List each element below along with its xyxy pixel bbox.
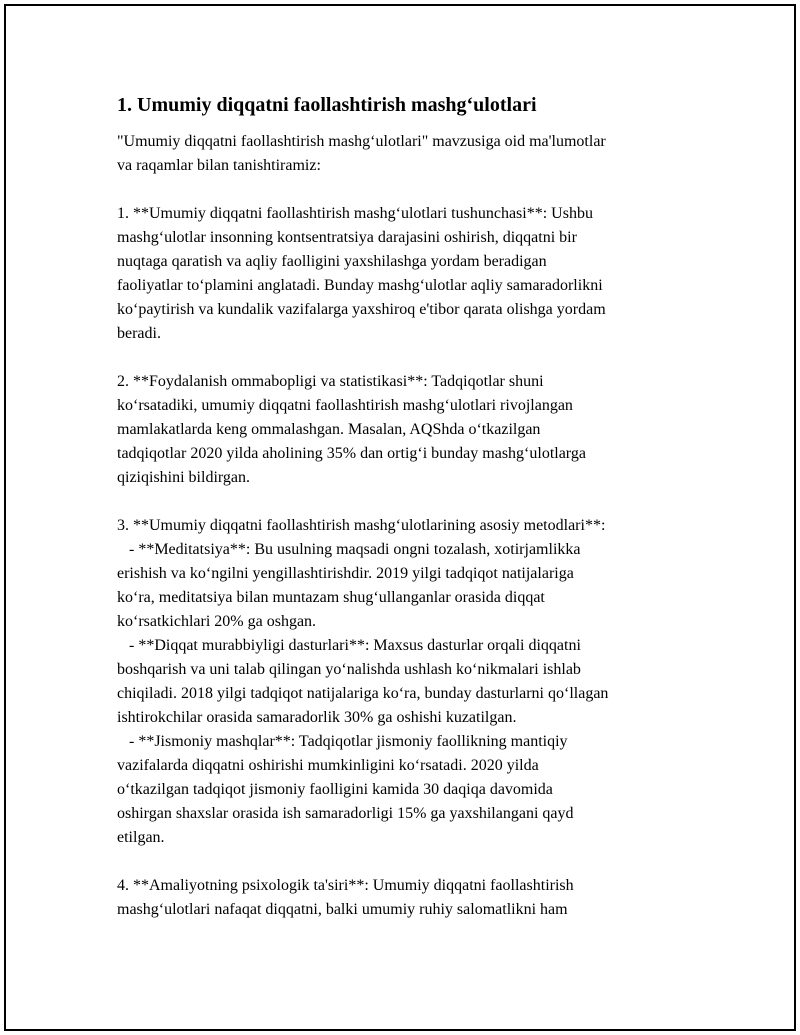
document-title: 1. Umumiy diqqatni faollashtirish mashg‘ulotlari	[117, 94, 537, 116]
paragraph-spacer	[117, 850, 692, 874]
section-3-paragraph: 3. **Umumiy diqqatni faollashtirish mashg‘ulotlarining asosiy metodlari**: - **Meditatsiya**: Bu usulning maqsadi ongni tozalash, xotirjamlikka erishish va ko‘ngilni yengillashtirishdir. 2019 yilgi tadqiqot natijalariga ko‘ra, meditatsiya bilan muntazam shug‘ullanganlar orasida diqqat ko‘rsatkichlari 20% ga oshgan. - **Diqqat murabbiyligi dasturlari**: Maxsus dasturlar orqali diqqatni boshqarish va uni talab qilingan yo‘nalishda ushlash ko‘nikmalari ishlab chiqiladi. 2018 yilgi tadqiqot natijalariga ko‘ra, bunday dasturlarni qo‘llagan ishtirokchilar orasida samaradorlik 30% ga oshishi kuzatilgan. - **Jismoniy mashqlar**: Tadqiqotlar jismoniy faollikning mantiqiy vazifalarda diqqatni oshirishi mumkinligini ko‘rsatadi. 2020 yilda o‘tkazilgan tadqiqot jismoniy faolligini kamida 30 daqiqa davomida oshirgan shaxslar orasida ish samaradorligi 15% ga yaxshilangani qayd etilgan.	[117, 517, 609, 846]
paragraph-spacer	[117, 346, 692, 370]
section-2-paragraph: 2. **Foydalanish ommabopligi va statistikasi**: Tadqiqotlar shuni ko‘rsatadiki, umumiy diqqatni faollashtirish mashg‘ulotlari rivojlangan mamlakatlarda keng ommalashgan. Masalan, AQShda o‘tkazilgan tadqiqotlar 2020 yilda aholining 35% dan ortig‘i bunday mashg‘ulotlarga qiziqishini bildirgan.	[117, 373, 586, 486]
intro-paragraph: "Umumiy diqqatni faollashtirish mashg‘ulotlari" mavzusiga oid ma'lumotlar va raqamlar bilan tanishtiramiz:	[117, 133, 606, 174]
section-4-paragraph: 4. **Amaliyotning psixologik ta'siri**: Umumiy diqqatni faollashtirish mashg‘ulotlari nafaqat diqqatni, balki umumiy ruhiy salomatlikni ham	[117, 877, 574, 918]
paragraph-spacer	[117, 490, 692, 514]
document-body	[117, 92, 692, 922]
section-1-paragraph: 1. **Umumiy diqqatni faollashtirish mashg‘ulotlari tushunchasi**: Ushbu mashg‘ulotlar insonning kontsentratsiya darajasini oshirish, diqqatni bir nuqtaga qaratish va aqliy faolligini yaxshilashga yordam beradigan faoliyatlar to‘plamini anglatadi. Bunday mashg‘ulotlar aqliy samaradorlikni ko‘paytirish va kundalik vazifalarga yaxshiroq e'tibor qarata olishga yordam beradi.	[117, 205, 606, 342]
paragraph-spacer	[117, 178, 692, 202]
